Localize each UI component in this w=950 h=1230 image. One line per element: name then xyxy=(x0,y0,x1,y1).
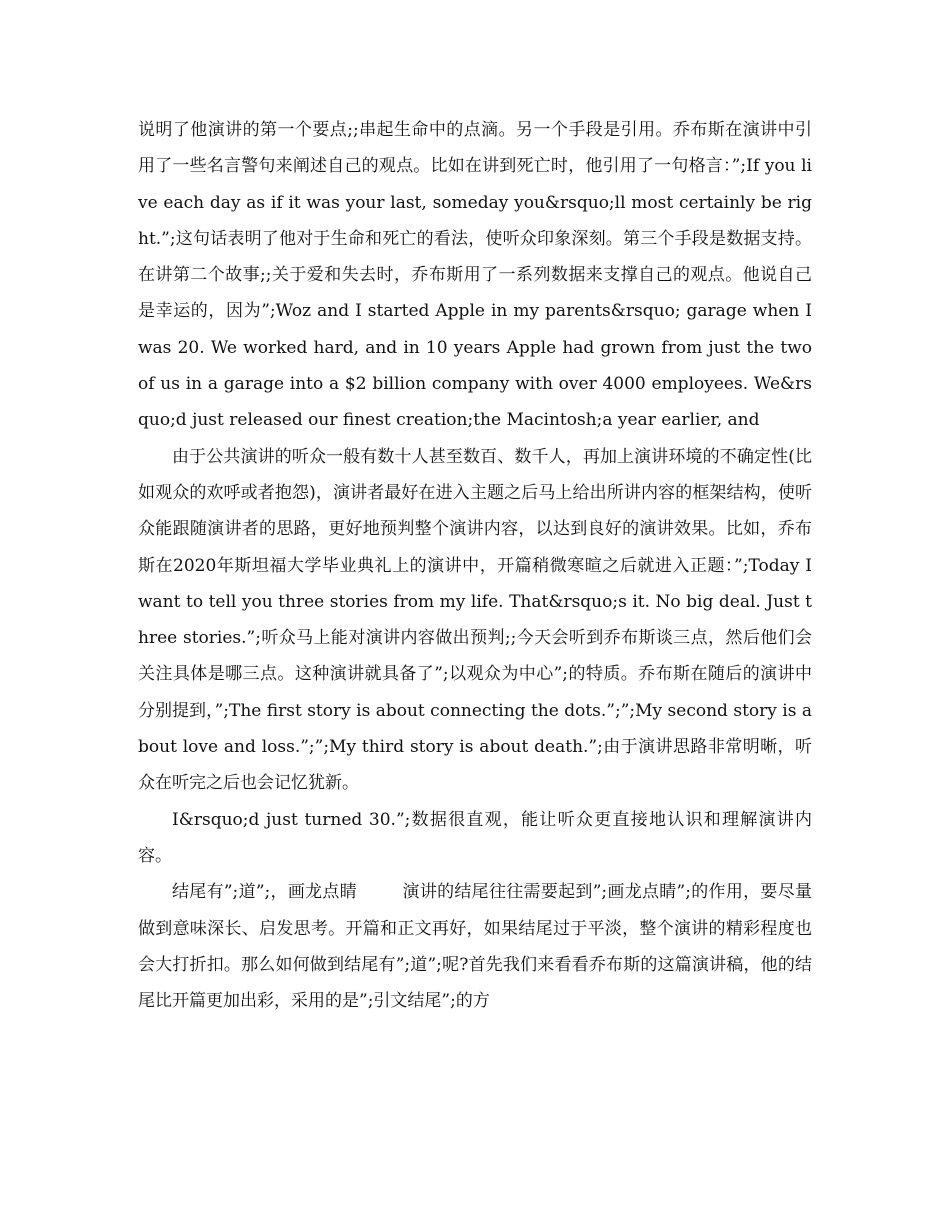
paragraph-4-body: 演讲的结尾往往需要起到”;画龙点睛”;的作用，要尽量做到意味深长、启发思考。开篇和正文再好，如果结尾过于平淡，整个演讲的精彩程度也会大打折扣。那么如何做到结尾有”;道”;呢?首先我们来看看乔布斯的这篇演讲稿，他的结尾比开篇更加出彩，采用的是”;引文结尾”;的方 xyxy=(138,882,812,1012)
heading-gap xyxy=(357,882,403,902)
paragraph-4 xyxy=(138,874,812,1019)
section-heading-inline: 结尾有”;道”;，画龙点睛 xyxy=(172,882,357,903)
document-page xyxy=(138,112,812,1019)
paragraph-1: 说明了他演讲的第一个要点;;串起生命中的点滴。另一个手段是引用。乔布斯在演讲中引用了一些名言警句来阐述自己的观点。比如在讲到死亡时，他引用了一句格言：”;If you live each day as if it was your last, someday you&rsquo;ll most certainly be right.”;这句话表明了他对于生命和死亡的看法，使听众印象深刻。第三个手段是数据支持。在讲第二个故事;;关于爱和失去时，乔布斯用了一系列数据来支撑自己的观点。他说自己是幸运的，因为”;Woz and I started Apple in my parents&rsquo; garage when I was 20. We worked hard, and in 10 years Apple had grown from just the two of us in a garage into a $2 billion company with over 4000 employees. We&rsquo;d just released our finest creation;the Macintosh;a year earlier, and xyxy=(138,120,812,431)
paragraph-3: I&rsquo;d just turned 30.”;数据很直观，能让听众更直接地认识和理解演讲内容。 xyxy=(138,809,812,866)
paragraph-2: 由于公共演讲的听众一般有数十人甚至数百、数千人，再加上演讲环境的不确定性(比如观众的欢呼或者抱怨)，演讲者最好在进入主题之后马上给出所讲内容的框架结构，使听众能跟随演讲者的思路，更好地预判整个演讲内容，以达到良好的演讲效果。比如，乔布斯在2020年斯坦福大学毕业典礼上的演讲中，开篇稍微寒暄之后就进入正题：”;Today I want to tell you three stories from my life. That&rsquo;s it. No big deal. Just three stories.”;听众马上能对演讲内容做出预判;;今天会听到乔布斯谈三点，然后他们会关注具体是哪三点。这种演讲就具备了”;以观众为中心”;的特质。乔布斯在随后的演讲中分别提到，”;The first story is about connecting the dots.”;”;My second story is about love and loss.”;”;My third story is about death.”;由于演讲思路非常明晰，听众在听完之后也会记忆犹新。 xyxy=(138,446,812,794)
